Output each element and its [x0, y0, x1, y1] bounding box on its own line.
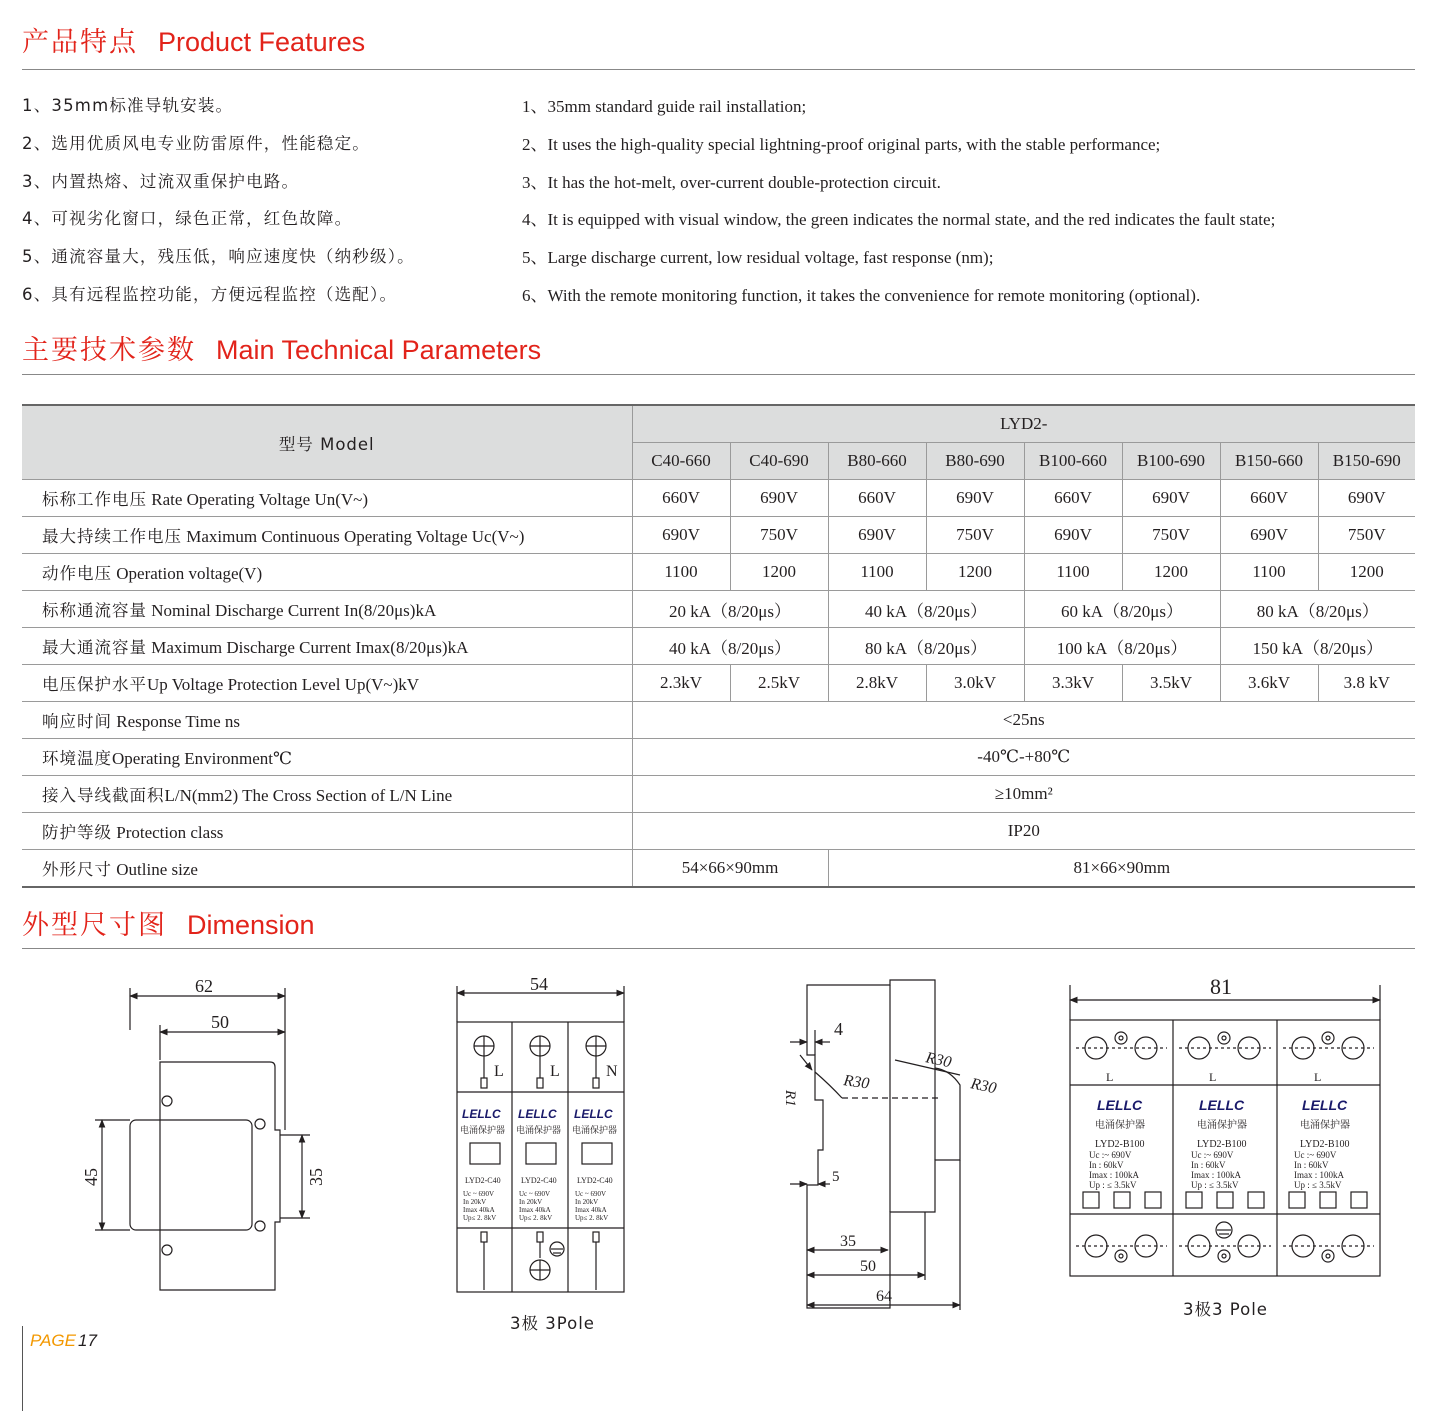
feature-zh-4: 4、可视劣化窗口，绿色正常，红色故障。 — [22, 209, 353, 228]
table-cell: 3.6kV — [1220, 665, 1318, 702]
table-cell: 81×66×90mm — [828, 850, 1415, 888]
caption-3pole-b100: 3极3 Pole — [1183, 1300, 1268, 1319]
module-model: LYD2-B100 — [1095, 1139, 1145, 1150]
row-label: 最大持续工作电压 Maximum Continuous Operating Voltage Uc(V~) — [22, 517, 632, 554]
spec-up: Up≤ 2. 8kV — [575, 1214, 609, 1222]
module-model: LYD2-B100 — [1300, 1139, 1350, 1150]
product-name: 电涌保护器 — [1095, 1120, 1145, 1131]
dim-r1: R1 — [782, 1090, 798, 1107]
dim-54: 54 — [530, 974, 548, 994]
feature-zh-5: 5、通流容量大，残压低，响应速度快（纳秒级）。 — [22, 247, 415, 266]
row-label: 外形尺寸 Outline size — [22, 850, 632, 888]
spec-imax: Imax : 100kA — [1294, 1170, 1344, 1180]
module-model: LYD2-B100 — [1197, 1139, 1247, 1150]
table-cell: 3.5kV — [1122, 665, 1220, 702]
spec-uc: Uc ~ 690V — [519, 1190, 551, 1198]
dim-35: 35 — [306, 1168, 326, 1186]
table-cell: 750V — [730, 517, 828, 554]
spec-in: In 20kV — [463, 1198, 487, 1206]
spec-uc: Uc :~ 690V — [1089, 1150, 1132, 1160]
table-cell: 20 kA（8/20μs） — [632, 591, 828, 628]
table-cell: <25ns — [632, 702, 1415, 739]
dim-50: 50 — [211, 1012, 229, 1032]
product-name: 电涌保护器 — [460, 1126, 506, 1136]
pole-label: L — [1209, 1070, 1217, 1084]
feature-en-5: 5、Large discharge current, low residual voltage, fast response (nm); — [522, 248, 994, 267]
table-cell: 1100 — [1220, 554, 1318, 591]
header-model-8: B150-690 — [1318, 443, 1415, 480]
section-title-en: Dimension — [187, 910, 315, 940]
table-cell: 690V — [632, 517, 730, 554]
dim-r30-a: R30 — [842, 1072, 871, 1093]
header-model-5: B100-660 — [1024, 443, 1122, 480]
table-cell: 100 kA（8/20μs） — [1024, 628, 1220, 665]
spec-up: Up : ≤ 3.5kV — [1191, 1180, 1239, 1190]
table-cell: 1100 — [828, 554, 926, 591]
dim-45: 45 — [81, 1168, 101, 1186]
spec-uc: Uc ~ 690V — [575, 1190, 607, 1198]
feature-zh-6: 6、具有远程监控功能，方便远程监控（选配）。 — [22, 285, 398, 304]
table-cell: 80 kA（8/20μs） — [1220, 591, 1415, 628]
figure-3pole-c40 — [457, 986, 624, 1292]
dim-50: 50 — [860, 1258, 876, 1275]
table-cell: 60 kA（8/20μs） — [1024, 591, 1220, 628]
dim-r30-c: R30 — [969, 1075, 998, 1098]
feature-en-6: 6、With the remote monitoring function, it takes the convenience for remote monitoring (optional). — [522, 286, 1201, 305]
dim-r30-b: R30 — [924, 1049, 953, 1072]
product-name: 电涌保护器 — [572, 1126, 618, 1136]
table-cell: 690V — [730, 480, 828, 517]
row-label: 标称通流容量 Nominal Discharge Current In(8/20μs)kA — [22, 591, 632, 628]
brand-logo: LELLC — [1199, 1097, 1245, 1113]
spec-uc: Uc :~ 690V — [1294, 1150, 1337, 1160]
header-model-3: B80-660 — [828, 443, 926, 480]
header-model: 型号 Model — [22, 405, 632, 480]
brand-logo: LELLC — [518, 1107, 557, 1121]
row-label: 接入导线截面积L/N(mm2) The Cross Section of L/N Line — [22, 776, 632, 813]
header-model-2: C40-690 — [730, 443, 828, 480]
table-cell: 40 kA（8/20μs） — [632, 628, 828, 665]
table-cell: 1100 — [632, 554, 730, 591]
section-title-zh: 外型尺寸图 — [22, 910, 167, 941]
spec-imax: Imax : 100kA — [1089, 1170, 1139, 1180]
pole-label-2: L — [550, 1063, 560, 1080]
table-cell: 1200 — [1318, 554, 1415, 591]
table-cell: 3.3kV — [1024, 665, 1122, 702]
section-title-en: Main Technical Parameters — [216, 335, 542, 365]
spec-imax: Imax 40kA — [519, 1206, 551, 1214]
pole-label-1: L — [494, 1063, 504, 1080]
terminal-screws-top — [474, 1036, 606, 1088]
section-title-zh: 产品特点 — [22, 27, 138, 58]
table-cell: 750V — [1122, 517, 1220, 554]
dim-5: 5 — [832, 1169, 840, 1185]
table-cell: 3.0kV — [926, 665, 1024, 702]
spec-in: In 20kV — [575, 1198, 599, 1206]
table-cell: 660V — [828, 480, 926, 517]
spec-imax: Imax 40kA — [575, 1206, 607, 1214]
module-model: LYD2-C40 — [577, 1176, 613, 1185]
table-cell: 1200 — [1122, 554, 1220, 591]
spec-in: In 20kV — [519, 1198, 543, 1206]
product-name: 电涌保护器 — [516, 1126, 562, 1136]
table-cell: 690V — [828, 517, 926, 554]
spec-up: Up : ≤ 3.5kV — [1294, 1180, 1342, 1190]
spec-imax: Imax : 100kA — [1191, 1170, 1241, 1180]
table-cell: 750V — [926, 517, 1024, 554]
table-cell: 660V — [1220, 480, 1318, 517]
feature-zh-1: 1、35mm标准导轨安装。 — [22, 96, 234, 115]
feature-en-1: 1、35mm standard guide rail installation; — [522, 97, 807, 116]
product-name: 电涌保护器 — [1300, 1120, 1350, 1131]
dim-81: 81 — [1210, 974, 1232, 999]
table-cell: 150 kA（8/20μs） — [1220, 628, 1415, 665]
feature-en-3: 3、It has the hot-melt, over-current double-protection circuit. — [522, 173, 941, 192]
brand-logo: LELLC — [574, 1107, 613, 1121]
table-cell: 80 kA（8/20μs） — [828, 628, 1024, 665]
spec-uc: Uc :~ 690V — [1191, 1150, 1234, 1160]
row-label: 最大通流容量 Maximum Discharge Current Imax(8/20μs)kA — [22, 628, 632, 665]
module-1 — [1089, 1070, 1145, 1190]
spec-up: Up≤ 2. 8kV — [463, 1214, 497, 1222]
pole-label-3: N — [606, 1063, 618, 1080]
brand-logo: LELLC — [1097, 1097, 1143, 1113]
table-cell: 2.5kV — [730, 665, 828, 702]
header-series: LYD2- — [632, 405, 1415, 443]
table-cell: 660V — [1024, 480, 1122, 517]
brand-logo: LELLC — [462, 1107, 501, 1121]
row-label: 防护等级 Protection class — [22, 813, 632, 850]
table-cell: 54×66×90mm — [632, 850, 828, 888]
table-cell: 660V — [632, 480, 730, 517]
page-number: PAGE 17 — [30, 1331, 97, 1350]
table-cell: ≥10mm² — [632, 776, 1415, 813]
table-cell: 690V — [1220, 517, 1318, 554]
spec-up: Up : ≤ 3.5kV — [1089, 1180, 1137, 1190]
table-cell: 750V — [1318, 517, 1415, 554]
table-cell: 2.3kV — [632, 665, 730, 702]
spec-in: In : 60kV — [1191, 1160, 1226, 1170]
brand-logo: LELLC — [1302, 1097, 1348, 1113]
table-cell: 2.8kV — [828, 665, 926, 702]
header-model-1: C40-660 — [632, 443, 730, 480]
row-label: 环境温度Operating Environment℃ — [22, 739, 632, 776]
spec-up: Up≤ 2. 8kV — [519, 1214, 553, 1222]
product-name: 电涌保护器 — [1197, 1120, 1247, 1131]
table-cell: 690V — [1122, 480, 1220, 517]
pole-label: L — [1106, 1070, 1114, 1084]
row-label: 标称工作电压 Rate Operating Voltage Un(V~) — [22, 480, 632, 517]
terminal-screws-bottom — [481, 1232, 599, 1290]
feature-zh-2: 2、选用优质风电专业防雷原件，性能稳定。 — [22, 134, 370, 153]
pole-label: L — [1314, 1070, 1322, 1084]
header-model-4: B80-690 — [926, 443, 1024, 480]
table-cell: IP20 — [632, 813, 1415, 850]
table-cell: -40℃-+80℃ — [632, 739, 1415, 776]
module-model: LYD2-C40 — [465, 1176, 501, 1185]
row-label: 动作电压 Operation voltage(V) — [22, 554, 632, 591]
table-cell: 690V — [1318, 480, 1415, 517]
section-title-zh: 主要技术参数 — [22, 335, 196, 366]
dim-62: 62 — [195, 976, 213, 996]
module-3 — [1294, 1070, 1350, 1190]
spec-imax: Imax 40kA — [463, 1206, 495, 1214]
feature-zh-3: 3、内置热熔、过流双重保护电路。 — [22, 172, 300, 191]
table-cell: 1200 — [730, 554, 828, 591]
row-label: 电压保护水平Up Voltage Protection Level Up(V~)kV — [22, 665, 632, 702]
table-cell: 690V — [1024, 517, 1122, 554]
row-label: 响应时间 Response Time ns — [22, 702, 632, 739]
figure-rail-mount — [95, 988, 310, 1290]
table-cell: 1200 — [926, 554, 1024, 591]
dim-64: 64 — [876, 1288, 892, 1305]
feature-en-4: 4、It is equipped with visual window, the green indicates the normal state, and the red indicates the fault state; — [522, 210, 1276, 229]
table-cell: 40 kA（8/20μs） — [828, 591, 1024, 628]
dim-4: 4 — [834, 1019, 843, 1039]
caption-3pole: 3极 3Pole — [510, 1314, 595, 1333]
table-cell: 690V — [926, 480, 1024, 517]
header-model-6: B100-690 — [1122, 443, 1220, 480]
module-2 — [1191, 1070, 1247, 1190]
spec-in: In : 60kV — [1294, 1160, 1329, 1170]
spec-in: In : 60kV — [1089, 1160, 1124, 1170]
module-model: LYD2-C40 — [521, 1176, 557, 1185]
table-cell: 1100 — [1024, 554, 1122, 591]
table-cell: 3.8 kV — [1318, 665, 1415, 702]
page-margin-line — [22, 1326, 23, 1411]
feature-en-2: 2、It uses the high-quality special lightning-proof original parts, with the stable performance; — [522, 135, 1161, 154]
spec-uc: Uc ~ 690V — [463, 1190, 495, 1198]
section-title-en: Product Features — [158, 27, 366, 57]
dim-35: 35 — [840, 1233, 856, 1250]
header-model-7: B150-660 — [1220, 443, 1318, 480]
